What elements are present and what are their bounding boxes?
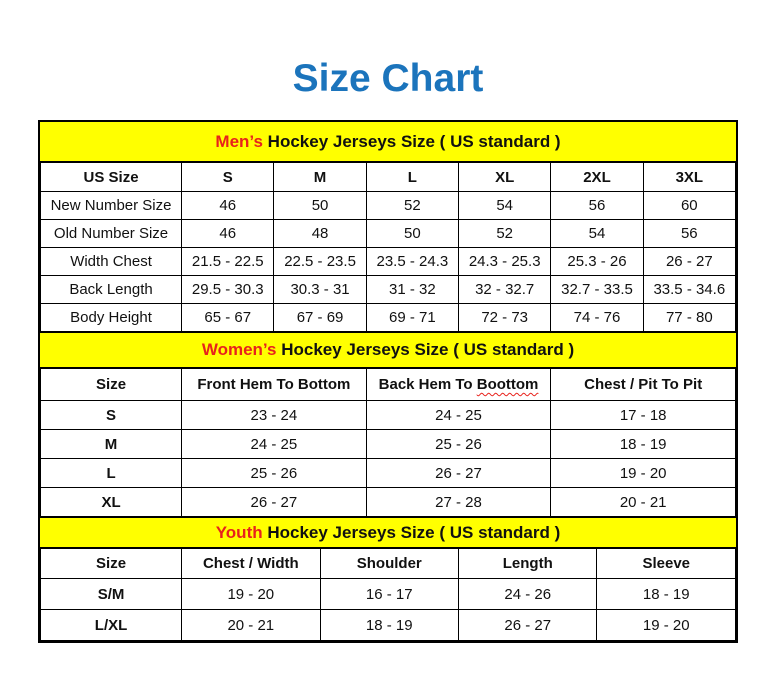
column-header: Chest / Pit To Pit bbox=[551, 369, 736, 401]
size-cell: 31 - 32 bbox=[366, 276, 458, 304]
column-header-text: Back Hem To bbox=[378, 376, 477, 393]
header-row bbox=[41, 549, 736, 579]
table-row bbox=[41, 488, 736, 517]
youth-table bbox=[40, 548, 736, 641]
caption-text: Hockey Jerseys Size ( US standard ) bbox=[262, 131, 561, 151]
size-cell: 56 bbox=[551, 192, 643, 220]
size-cell: 22.5 - 23.5 bbox=[274, 248, 366, 276]
column-header: Sleeve bbox=[597, 549, 736, 579]
row-label: Back Length bbox=[41, 276, 182, 304]
size-cell: 19 - 20 bbox=[551, 459, 736, 488]
column-header: M bbox=[274, 163, 366, 192]
table-row bbox=[41, 430, 736, 459]
table-row bbox=[41, 248, 736, 276]
column-header: 2XL bbox=[551, 163, 643, 192]
row-label: S bbox=[41, 401, 182, 430]
page-title: Size Chart bbox=[292, 57, 484, 100]
row-label: Old Number Size bbox=[41, 220, 182, 248]
size-cell: 23 - 24 bbox=[182, 401, 367, 430]
size-cell: 20 - 21 bbox=[182, 610, 320, 641]
size-cell: 18 - 19 bbox=[320, 610, 458, 641]
size-cell: 24.3 - 25.3 bbox=[459, 248, 551, 276]
size-cell: 25 - 26 bbox=[366, 430, 551, 459]
size-cell: 32.7 - 33.5 bbox=[551, 276, 643, 304]
row-label: L/XL bbox=[41, 610, 182, 641]
womens-table-caption bbox=[40, 332, 736, 368]
size-cell: 74 - 76 bbox=[551, 304, 643, 332]
row-label: Body Height bbox=[41, 304, 182, 332]
size-cell: 21.5 - 22.5 bbox=[182, 248, 274, 276]
size-cell: 48 bbox=[274, 220, 366, 248]
table-row bbox=[41, 304, 736, 332]
caption-highlight: Women’s bbox=[201, 340, 277, 359]
column-header: Front Hem To Bottom bbox=[182, 369, 367, 401]
column-header: 3XL bbox=[643, 163, 735, 192]
size-cell: 30.3 - 31 bbox=[274, 276, 366, 304]
caption-text: Hockey Jerseys Size ( US standard ) bbox=[276, 340, 575, 359]
size-table-youth bbox=[40, 517, 736, 641]
size-cell: 27 - 28 bbox=[366, 488, 551, 517]
row-label: XL bbox=[41, 488, 182, 517]
size-cell: 16 - 17 bbox=[320, 579, 458, 610]
row-label: M bbox=[41, 430, 182, 459]
column-header: Length bbox=[459, 549, 597, 579]
table-row bbox=[41, 276, 736, 304]
size-cell: 72 - 73 bbox=[459, 304, 551, 332]
size-cell: 50 bbox=[274, 192, 366, 220]
table-row bbox=[41, 459, 736, 488]
table-row bbox=[41, 610, 736, 641]
size-table-womens bbox=[40, 332, 736, 517]
row-label: S/M bbox=[41, 579, 182, 610]
size-cell: 24 - 26 bbox=[459, 579, 597, 610]
youth-table-caption bbox=[40, 517, 736, 548]
column-header bbox=[366, 369, 551, 401]
column-header: XL bbox=[459, 163, 551, 192]
table-row bbox=[41, 401, 736, 430]
size-cell: 67 - 69 bbox=[274, 304, 366, 332]
column-header: Size bbox=[41, 369, 182, 401]
size-cell: 54 bbox=[551, 220, 643, 248]
womens-table bbox=[40, 368, 736, 517]
size-cell: 23.5 - 24.3 bbox=[366, 248, 458, 276]
size-cell: 24 - 25 bbox=[182, 430, 367, 459]
header-row bbox=[41, 369, 736, 401]
size-cell: 18 - 19 bbox=[597, 579, 736, 610]
size-cell: 46 bbox=[182, 220, 274, 248]
size-cell: 25.3 - 26 bbox=[551, 248, 643, 276]
column-header: S bbox=[182, 163, 274, 192]
row-label: L bbox=[41, 459, 182, 488]
column-header: Shoulder bbox=[320, 549, 458, 579]
caption-highlight: Youth bbox=[215, 522, 263, 542]
size-cell: 32 - 32.7 bbox=[459, 276, 551, 304]
size-cell: 56 bbox=[643, 220, 735, 248]
misspelled-word: Boottom bbox=[476, 376, 539, 393]
row-label: Width Chest bbox=[41, 248, 182, 276]
size-cell: 69 - 71 bbox=[366, 304, 458, 332]
size-cell: 19 - 20 bbox=[182, 579, 320, 610]
size-cell: 26 - 27 bbox=[182, 488, 367, 517]
size-cell: 46 bbox=[182, 192, 274, 220]
size-cell: 52 bbox=[459, 220, 551, 248]
size-cell: 20 - 21 bbox=[551, 488, 736, 517]
column-header: Chest / Width bbox=[182, 549, 320, 579]
size-chart bbox=[38, 120, 738, 643]
size-cell: 33.5 - 34.6 bbox=[643, 276, 735, 304]
size-cell: 19 - 20 bbox=[597, 610, 736, 641]
size-cell: 50 bbox=[366, 220, 458, 248]
caption-highlight: Men’s bbox=[215, 131, 263, 151]
row-label: New Number Size bbox=[41, 192, 182, 220]
size-cell: 18 - 19 bbox=[551, 430, 736, 459]
table-row bbox=[41, 220, 736, 248]
size-cell: 26 - 27 bbox=[643, 248, 735, 276]
header-row bbox=[41, 163, 736, 192]
size-cell: 65 - 67 bbox=[182, 304, 274, 332]
column-header: US Size bbox=[41, 163, 182, 192]
table-row bbox=[41, 579, 736, 610]
column-header: L bbox=[366, 163, 458, 192]
caption-text: Hockey Jerseys Size ( US standard ) bbox=[262, 522, 561, 542]
size-cell: 25 - 26 bbox=[182, 459, 367, 488]
size-cell: 54 bbox=[459, 192, 551, 220]
size-table-mens bbox=[40, 122, 736, 332]
mens-table-caption bbox=[40, 122, 736, 162]
size-cell: 26 - 27 bbox=[459, 610, 597, 641]
column-header: Size bbox=[41, 549, 182, 579]
size-cell: 17 - 18 bbox=[551, 401, 736, 430]
size-cell: 52 bbox=[366, 192, 458, 220]
size-cell: 24 - 25 bbox=[366, 401, 551, 430]
size-cell: 29.5 - 30.3 bbox=[182, 276, 274, 304]
size-cell: 26 - 27 bbox=[366, 459, 551, 488]
table-row bbox=[41, 192, 736, 220]
mens-table bbox=[40, 162, 736, 332]
size-cell: 60 bbox=[643, 192, 735, 220]
size-cell: 77 - 80 bbox=[643, 304, 735, 332]
